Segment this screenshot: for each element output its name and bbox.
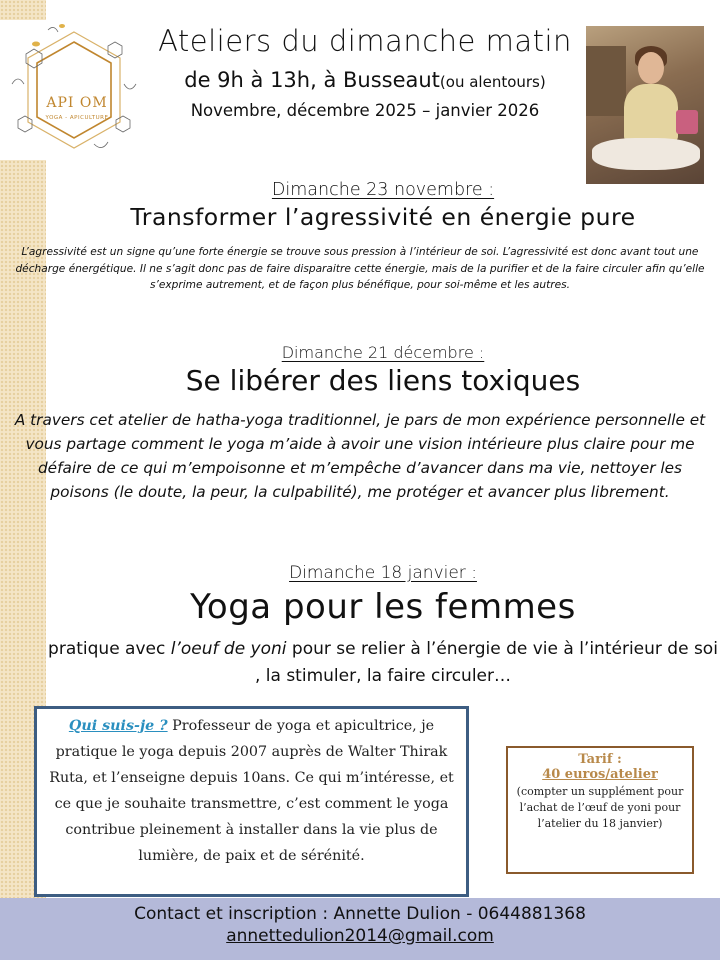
logo-title: API OM: [46, 95, 108, 111]
session-1-title: Transformer l’agressivité en énergie pure: [130, 203, 636, 231]
price-value: 40 euros/atelier: [542, 767, 658, 782]
session-2-description: A travers cet atelier de hatha-yoga traditionnel, je pars de mon expérience personnelle et vous partage comment le yoga m’aide à avoir une vision intérieure plus claire pour me défaire de ce qui m’empoisonne et m’empêche d’avancer dans ma vie, nettoyer les poisons (le doute, la peur, la culpabilité), me protéger et avancer plus librement.: [14, 411, 706, 501]
page-title: Ateliers du dimanche matin: [158, 24, 572, 58]
teacher-photo: [586, 26, 704, 184]
schedule-line: [150, 68, 580, 92]
session-3-description: [46, 636, 720, 690]
session-3-text-emphasis: l’oeuf de yoni: [170, 639, 287, 659]
schedule-note: (ou alentours): [439, 73, 546, 91]
price-box: [506, 746, 694, 874]
logo: [0, 20, 148, 160]
session-1-date: Dimanche 23 novembre :: [271, 180, 495, 200]
session-3-text-after: pour se relier à l’énergie de vie à l’intérieur de soi , la stimuler, la faire circuler…: [254, 639, 718, 686]
about-question: Qui suis-je ?: [68, 718, 168, 734]
session-3-date: Dimanche 18 janvier :: [289, 563, 477, 583]
session-2-title: Se libérer des liens toxiques: [185, 364, 581, 397]
price-title: Tarif :: [578, 752, 622, 767]
session-1-description: L’agressivité est un signe qu’une forte énergie se trouve sous pression à l’intérieur de soi. L’agressivité est donc avant tout une décharge énergétique. Il ne s’agit donc pas de faire disparaitre cette énergie, mais de la purifier et de la faire circuler afin qu’elle s’exprime autrement, et de façon plus bénéfique, pour soi-même et les autres.: [15, 246, 705, 291]
about-box: [34, 706, 469, 897]
contact-line: Contact et inscription : Annette Dulion - 0644881368: [134, 904, 586, 924]
season-dates: Novembre, décembre 2025 – janvier 2026: [190, 101, 540, 120]
price-note: (compter un supplément pour l’achat de l’œuf de yoni pour l’atelier du 18 janvier): [516, 785, 684, 830]
session-2-date: Dimanche 21 décembre :: [281, 343, 485, 362]
contact-email-link[interactable]: annettedulion2014@gmail.com: [226, 926, 494, 946]
about-text: Professeur de yoga et apicultrice, je pratique le yoga depuis 2007 auprès de Walter Thirak Ruta, et l’enseigne depuis 10ans. Ce qui m’intéresse, et ce que je souhaite transmettre, c’est comment le yoga contribue pleinement à installer dans la vie plus de lumière, de paix et de sérénité.: [49, 718, 454, 864]
contact-footer: [0, 898, 720, 960]
schedule-main: de 9h à 13h, à Busseaut: [184, 68, 440, 92]
honeycomb-logo-icon: [8, 24, 140, 156]
session-3-text-before: pratique avec: [48, 639, 171, 659]
session-3-title: Yoga pour les femmes: [190, 587, 576, 627]
logo-subtitle: YOGA - APICULTURE: [45, 115, 109, 121]
